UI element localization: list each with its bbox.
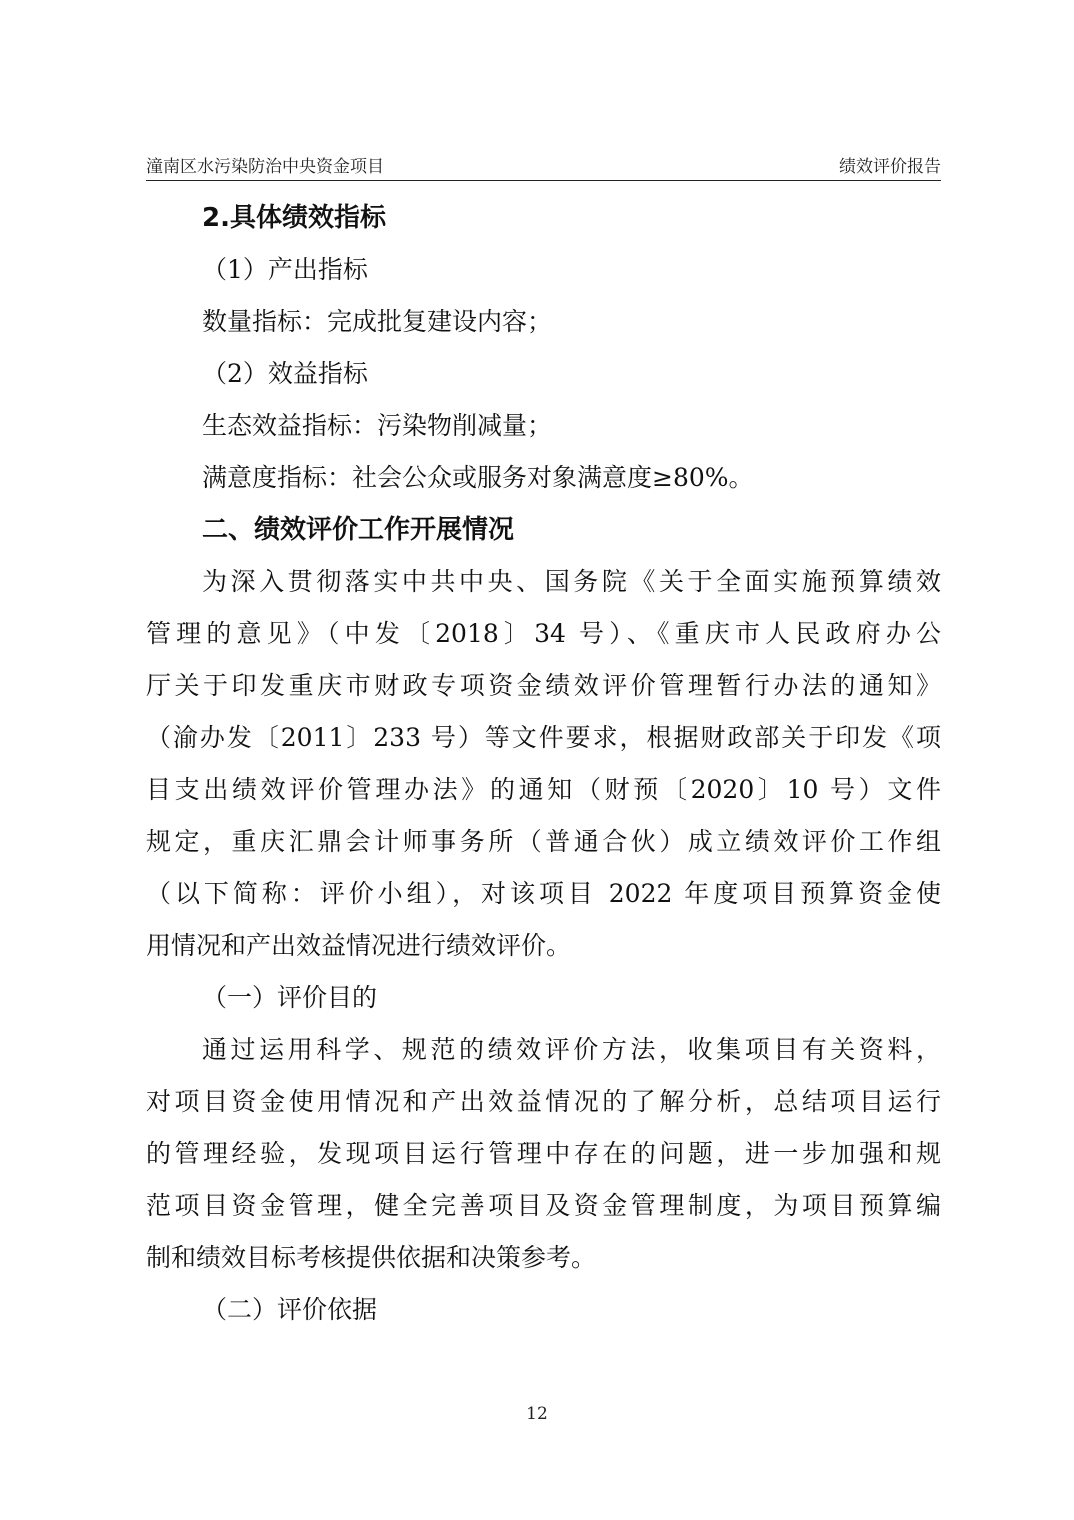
item-benefit-indicators: （2）效益指标 [202,359,368,388]
subheading-evaluation-purpose: （一）评价目的 [202,983,378,1012]
paragraph-line: 通过运用科学、规范的绩效评价方法，收集项目有关资料， [202,1035,941,1064]
item-satisfaction-indicator: 满意度指标：社会公众或服务对象满意度≥80%。 [202,463,754,492]
paragraph-line: 制和绩效目标考核提供依据和决策参考。 [146,1243,597,1272]
heading-section-two: 二、绩效评价工作开展情况 [202,515,515,545]
subheading-evaluation-basis: （二）评价依据 [202,1295,378,1324]
paragraph-line: 对项目资金使用情况和产出效益情况的了解分析，总结项目运行 [146,1087,941,1116]
paragraph-line: 为深入贯彻落实中共中央、国务院《关于全面实施预算绩效 [202,567,941,596]
paragraph-line: 管理的意见》（中发〔2018〕34 号）、《重庆市人民政府办公 [146,619,941,648]
paragraph-line: 用情况和产出效益情况进行绩效评价。 [146,931,572,960]
paragraph-background [146,556,941,972]
item-eco-indicator: 生态效益指标：污染物削减量； [202,411,553,440]
paragraph-line: 的管理经验，发现项目运行管理中存在的问题，进一步加强和规 [146,1139,941,1168]
item-quantity-indicator: 数量指标：完成批复建设内容； [202,307,553,336]
paragraph-line: （渝办发〔2011〕233 号）等文件要求，根据财政部关于印发《项 [146,723,941,752]
paragraph-line: （以下简称：评价小组），对该项目 2022 年度项目预算资金使 [146,879,941,908]
paragraph-line: 范项目资金管理，健全完善项目及资金管理制度，为项目预算编 [146,1191,941,1220]
page-header [146,146,941,181]
paragraph-line: 规定，重庆汇鼎会计师事务所（普通合伙）成立绩效评价工作组 [146,827,941,856]
paragraph-line: 目支出绩效评价管理办法》的通知（财预〔2020〕10 号）文件 [146,775,941,804]
header-project-title: 潼南区水污染防治中央资金项目 [146,157,384,177]
paragraph-line: 厅关于印发重庆市财政专项资金绩效评价管理暂行办法的通知》 [146,671,941,700]
paragraph-purpose [146,1024,941,1284]
document-body [146,192,941,1336]
header-report-title: 绩效评价报告 [839,157,941,177]
heading-specific-indicators: 2.具体绩效指标 [202,203,386,233]
item-output-indicators: （1）产出指标 [202,255,368,284]
page-number: 12 [526,1404,548,1424]
